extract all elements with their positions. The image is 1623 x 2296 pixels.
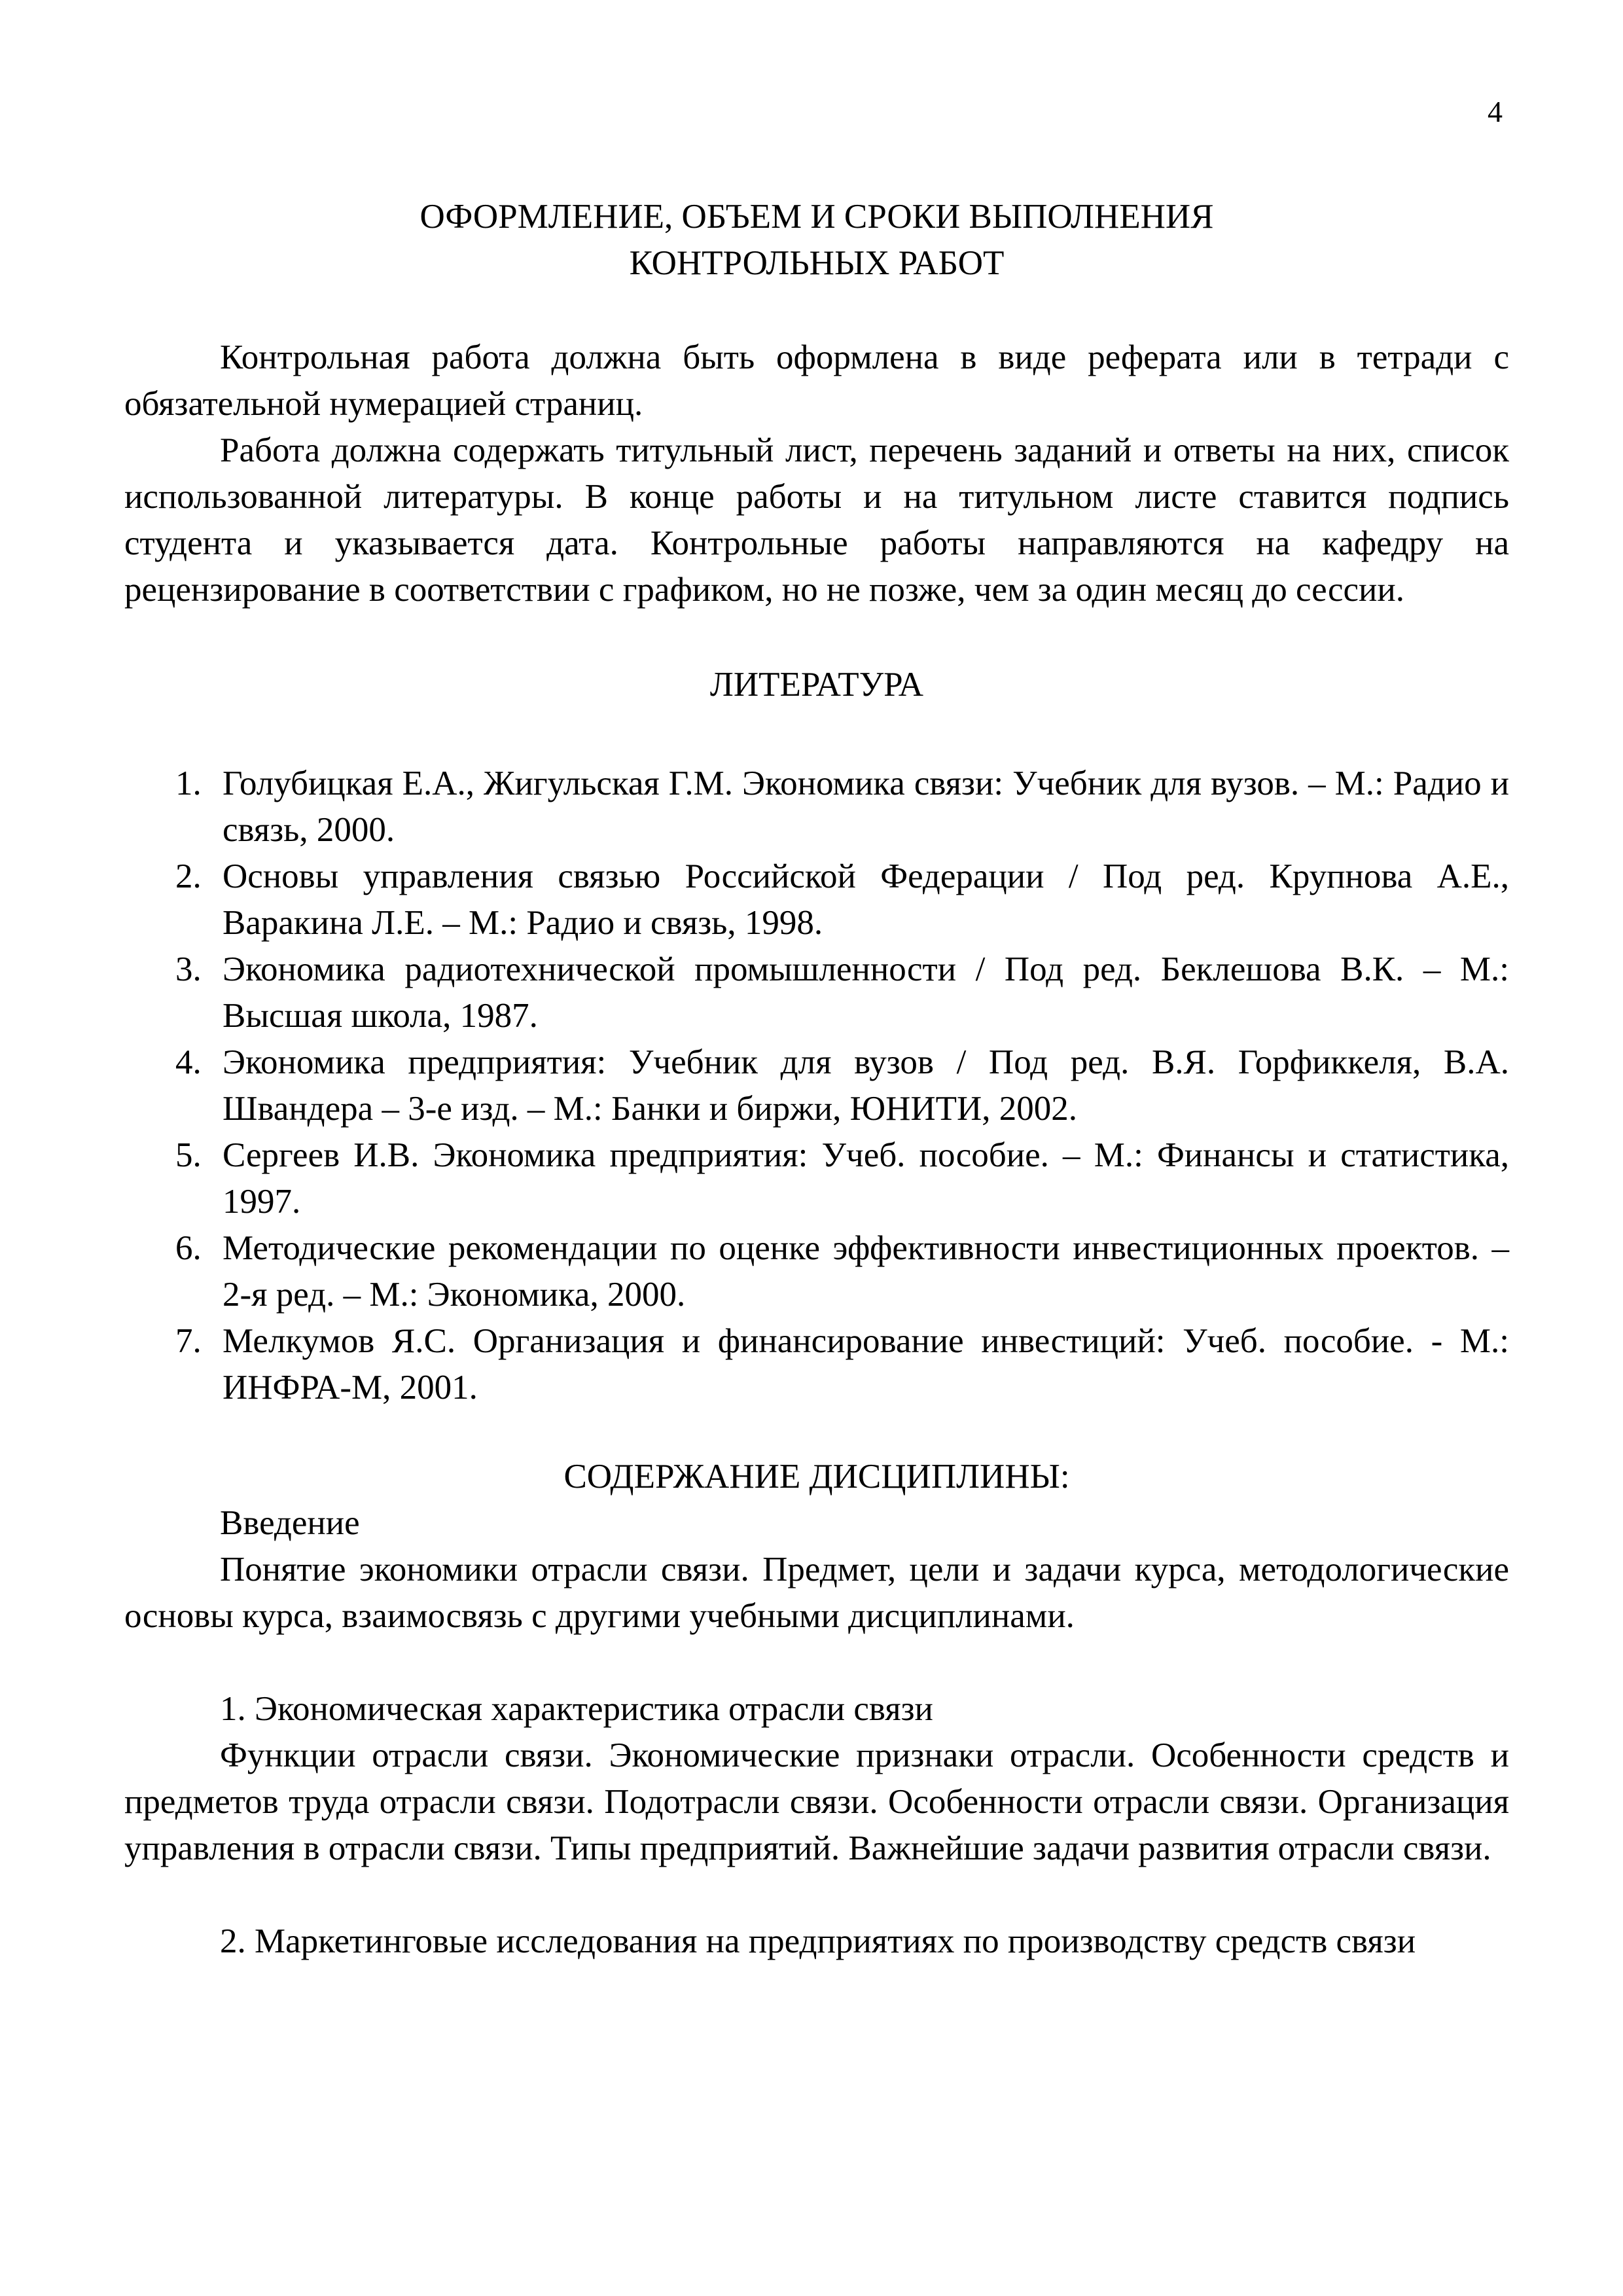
spacer — [124, 1872, 1509, 1918]
discipline-section2-title: 2. Маркетинговые исследования на предприятиях по производству средств связи — [220, 1922, 1416, 1960]
spacer — [124, 1640, 1509, 1686]
literature-item — [124, 1039, 1509, 1132]
literature-item-text: Экономика радиотехнической промышленности / Под ред. Беклешова В.К. – М.: Высшая школа, 1987. — [223, 950, 1509, 1035]
spacer — [124, 613, 1509, 662]
literature-item-number: 2. — [175, 857, 202, 895]
literature-item-text: Методические рекомендации по оценке эффективности инвестиционных проектов. – 2-я ред. – М.: Экономика, 2000. — [223, 1229, 1509, 1314]
literature-item-number: 3. — [175, 950, 202, 988]
literature-item — [124, 1318, 1509, 1411]
literature-item-text: Мелкумов Я.С. Организация и финансирование инвестиций: Учеб. пособие. - М.: ИНФРА-М, 2001. — [223, 1322, 1509, 1407]
section-design-title-line1: ОФОРМЛЕНИЕ, ОБЪЕМ И СРОКИ ВЫПОЛНЕНИЯ — [419, 198, 1214, 236]
section-design-title-line2: КОНТРОЛЬНЫХ РАБОТ — [629, 244, 1005, 282]
section-design-title — [124, 194, 1509, 287]
discipline-title: СОДЕРЖАНИЕ ДИСЦИПЛИНЫ: — [563, 1458, 1070, 1496]
discipline-intro-label: Введение — [220, 1504, 360, 1542]
literature-item — [124, 946, 1509, 1039]
literature-item-text: Голубицкая Е.А., Жигульская Г.М. Экономика связи: Учебник для вузов. – М.: Радио и связь, 2000. — [223, 764, 1509, 849]
literature-list — [124, 761, 1509, 1411]
design-paragraph-2: Работа должна содержать титульный лист, перечень заданий и ответы на них, список использованной литературы. В конце работы и на титульном листе ставится подпись студента и указывается дата. Контрольные работы направляются на кафедру на рецензирование в соответствии с графиком, но не позже, чем за один месяц до сессии. — [124, 431, 1509, 609]
spacer — [124, 287, 1509, 334]
literature-item-number: 1. — [175, 764, 202, 802]
page-number: 4 — [1488, 95, 1503, 128]
literature-item-text: Основы управления связью Российской Федерации / Под ред. Крупнова А.Е., Варакина Л.Е. – М.: Радио и связь, 1998. — [223, 857, 1509, 942]
literature-item-number: 7. — [175, 1322, 202, 1360]
literature-item-text: Экономика предприятия: Учебник для вузов / Под ред. В.Я. Горфиккеля, В.А. Швандера – 3-е изд. – М.: Банки и биржи, ЮНИТИ, 2002. — [223, 1043, 1509, 1128]
literature-item-number: 5. — [175, 1136, 202, 1174]
literature-item-text: Сергеев И.В. Экономика предприятия: Учеб. пособие. – М.: Финансы и статистика, 1997. — [223, 1136, 1509, 1221]
literature-title: ЛИТЕРАТУРА — [709, 666, 924, 704]
spacer — [124, 708, 1509, 761]
literature-item — [124, 761, 1509, 853]
literature-item-number: 4. — [175, 1043, 202, 1081]
spacer — [124, 1411, 1509, 1454]
literature-item-number: 6. — [175, 1229, 202, 1267]
design-paragraph-1: Контрольная работа должна быть оформлена в виде реферата или в тетради с обязательной нумерацией страниц. — [124, 338, 1509, 423]
literature-item — [124, 1132, 1509, 1225]
discipline-intro-text: Понятие экономики отрасли связи. Предмет, цели и задачи курса, методологические основы курса, взаимосвязь с другими учебными дисциплинами. — [124, 1551, 1509, 1635]
discipline-section1-text: Функции отрасли связи. Экономические признаки отрасли. Особенности средств и предметов труда отрасли связи. Подотрасли связи. Особенности отрасли связи. Организация управления в отрасли связи. Типы предприятий. Важнейшие задачи развития отрасли связи. — [124, 1736, 1509, 1867]
discipline-section1-title: 1. Экономическая характеристика отрасли связи — [220, 1690, 933, 1728]
page-content — [124, 194, 1509, 1965]
literature-item — [124, 853, 1509, 946]
literature-item — [124, 1225, 1509, 1318]
